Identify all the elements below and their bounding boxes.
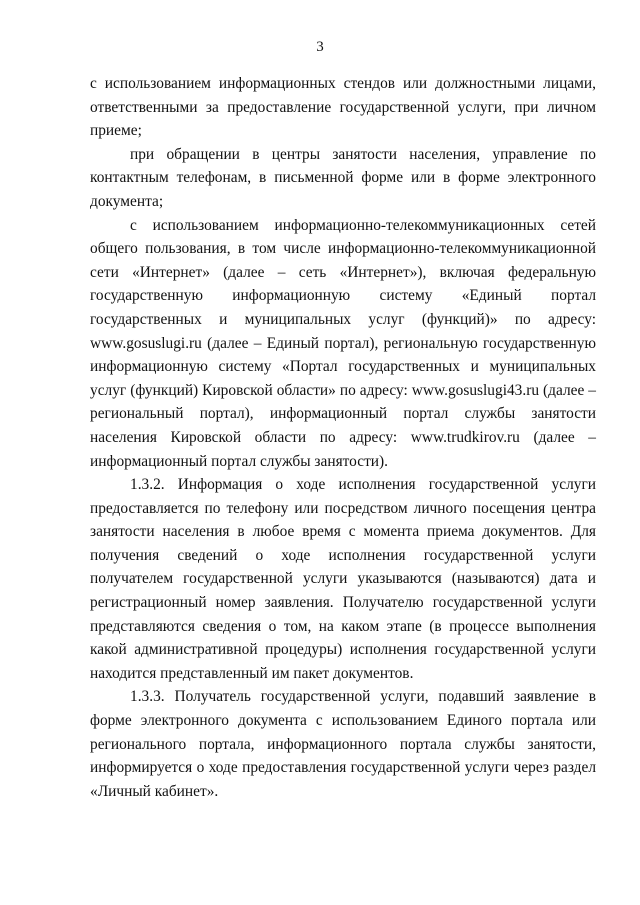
paragraph-internet-portals: с использованием информационно-телекоммуникационных сетей общего пользования, в том числе информационно-телекоммуникационной сети «Интернет» (далее – сеть «Интернет»), включая федеральную государственную информационную систему «Единый портал государственных и муниципальных услуг (функций)» по адресу: www.gosuslugi.ru (далее – Единый портал), региональную государственную информационную систему «Портал государственных и муниципальных услуг (функций) Кировской области» по адресу: www.gosuslugi43.ru (далее – региональный портал), информационный портал службы занятости населения Кировской области по адресу: www.trudkirov.ru (далее – информационный портал службы занятости). bbox=[90, 216, 596, 470]
paragraph-info-stands: с использованием информационных стендов или должностными лицами, ответственными за предоставление государственной услуги, при личном приеме; bbox=[90, 75, 596, 140]
paragraph-1-3-3: 1.3.3. Получатель государственной услуги, подавший заявление в форме электронного документа с использованием Единого портала или регионального портала, информационного портала службы занятости, информируется о ходе предоставления государственной услуги через раздел «Личный кабинет». bbox=[90, 688, 596, 800]
paragraph-employment-centers: при обращении в центры занятости населения, управление по контактным телефонам, в письменной форме или в форме электронного документа; bbox=[90, 145, 596, 210]
page-number: 3 bbox=[316, 39, 324, 55]
paragraph-1-3-2: 1.3.2. Информация о ходе исполнения государственной услуги предоставляется по телефону или посредством личного посещения центра занятости населения в любое время с момента приема документов. Для получения сведений о ходе исполнения государственной услуги получателем государственной услуги указываются (называются) дата и регистрационный номер заявления. Получателю государственной услуги представляются сведения о том, на каком этапе (в процессе выполнения какой административной процедуры) исполнения государственной услуги находится представленный им пакет документов. bbox=[90, 476, 596, 682]
document-body bbox=[90, 72, 596, 803]
